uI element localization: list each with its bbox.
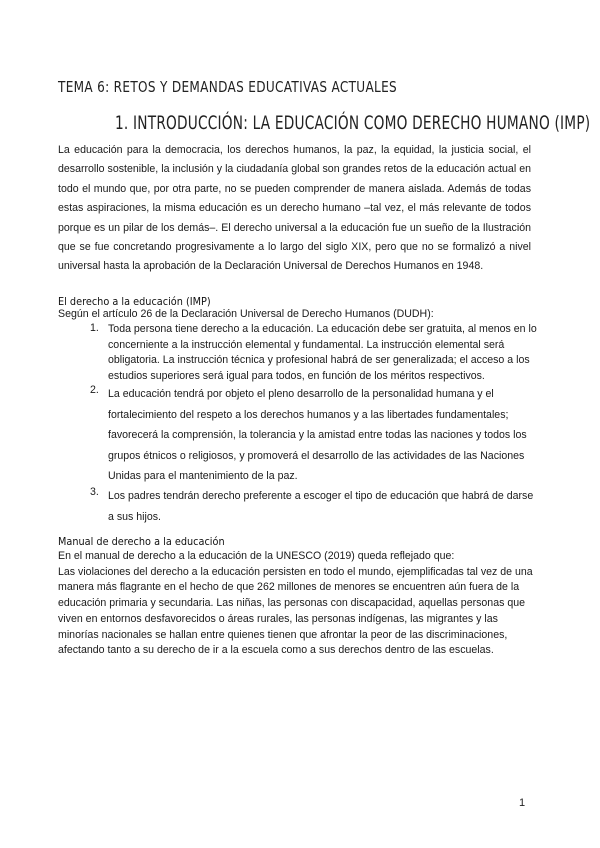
intro-line: porque es un pilar de los demás–. El derecho universal a la educación fue un sueño de la Ilustración	[58, 221, 531, 234]
subsection-lead: Según el artículo 26 de la Declaración Universal de Derecho Humanos (DUDH):	[58, 308, 434, 320]
list-item-line: favorecerá la comprensión, la tolerancia y la amistad entre todas las naciones y todos los	[108, 429, 527, 442]
list-item-line: Unidas para el mantenimiento de la paz.	[108, 470, 298, 482]
dudh-article-list	[90, 322, 535, 527]
quote-line: educación primaria y secundaria. Las niñas, las personas con discapacidad, aquellas personas que	[58, 597, 525, 610]
list-item-line: concerniente a la instrucción elemental y fundamental. La instrucción elemental será	[108, 338, 505, 351]
quote-line: manera más flagrante en el hecho de que 262 millones de menores se encuentren aún fuera de la	[58, 581, 520, 594]
list-item-line: La educación tendrá por objeto el pleno desarrollo de la personalidad humana y el	[108, 388, 494, 401]
subsection-heading: El derecho a la educación (IMP)	[58, 295, 211, 308]
document-title: TEMA 6: RETOS Y DEMANDAS EDUCATIVAS ACTUALES	[58, 78, 398, 96]
list-item-number: 3.	[90, 486, 99, 499]
quote-line: afectando tanto a su derecho de ir a la escuela como a sus derechos dentro de las escuelas.	[58, 644, 494, 657]
list-item-line: obligatoria. La instrucción técnica y profesional habrá de ser generalizada; el acceso a los	[108, 354, 530, 367]
list-item-line: estudios superiores será igual para todos, en función de los méritos respectivos.	[108, 369, 485, 382]
list-item	[90, 322, 535, 384]
quote-line: minorías nacionales se hallan entre quienes tienen que afrontar la peor de las discriminaciones,	[58, 628, 508, 641]
intro-line: que se fue concretando progresivamente a lo largo del siglo XIX, pero que no se formalizó a nivel	[58, 240, 531, 253]
subsection-heading: Manual de derecho a la educación	[58, 535, 225, 548]
list-item-number: 2.	[90, 384, 99, 397]
unesco-quote-block	[58, 549, 533, 659]
list-item-line: Toda persona tiene derecho a la educación. La educación debe ser gratuita, al menos en lo	[108, 323, 537, 335]
list-item-number: 1.	[90, 322, 99, 334]
quote-line: viven en entornos desfavorecidos o áreas rurales, las personas indígenas, las migrantes y las	[58, 612, 498, 625]
intro-paragraph	[58, 141, 531, 277]
intro-line: universal hasta la aprobación de la Declaración Universal de Derechos Humanos en 1948.	[58, 260, 484, 273]
intro-line: desarrollo sostenible, la inclusión y la ciudadanía global son grandes retos de la educación actual en	[58, 163, 531, 176]
list-item-line: fortalecimiento del respeto a los derechos humanos y a las libertades fundamentales;	[108, 408, 509, 421]
list-item-line: Los padres tendrán derecho preferente a escoger el tipo de educación que habrá de darse	[108, 490, 534, 503]
list-item-line: a sus hijos.	[108, 510, 161, 523]
section-title: 1. INTRODUCCIÓN: LA EDUCACIÓN COMO DERECHO HUMANO (IMP)	[115, 112, 591, 134]
quote-line: Las violaciones del derecho a la educación persisten en todo el mundo, ejemplificadas tal vez de una	[58, 565, 533, 578]
page-number: 1	[519, 797, 526, 809]
list-item	[90, 384, 535, 486]
list-item	[90, 486, 535, 527]
quote-line: En el manual de derecho a la educación de la UNESCO (2019) queda reflejado que:	[58, 550, 455, 562]
list-item-line: grupos étnicos o religiosos, y promoverá el desarrollo de las actividades de las Naciones	[108, 449, 525, 462]
intro-line: La educación para la democracia, los derechos humanos, la paz, la equidad, la justicia social, el	[58, 144, 531, 156]
intro-line: estas aspiraciones, la misma educación es un derecho humano –tal vez, el más relevante de todos	[58, 202, 531, 215]
intro-line: todo el mundo que, por otra parte, no se pueden comprender de manera aislada. Además de todas	[58, 182, 531, 195]
